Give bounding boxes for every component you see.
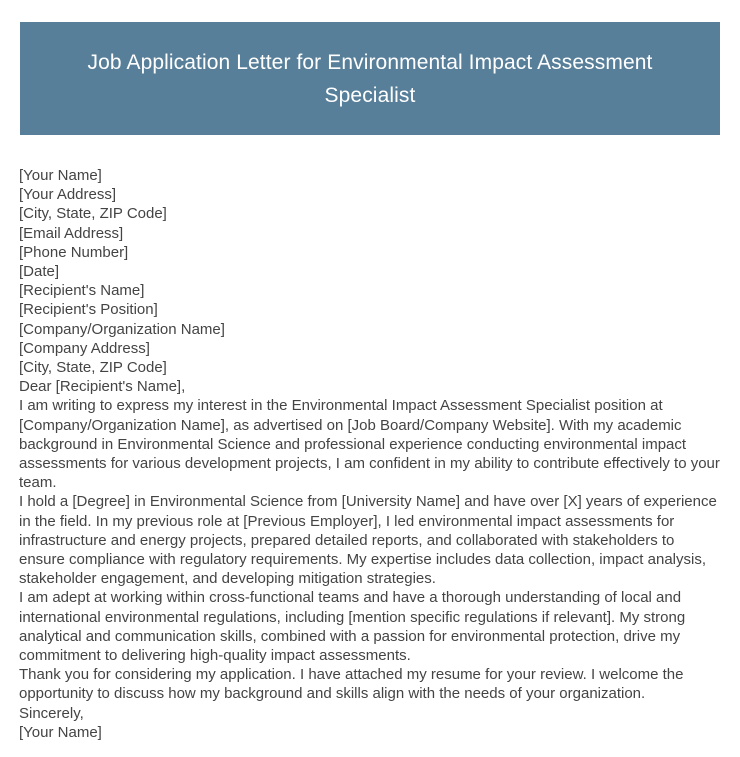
page-title: Job Application Letter for Environmental Impact Assessment Specialist bbox=[87, 50, 653, 107]
recipient-city-state-zip-line: [City, State, ZIP Code] bbox=[19, 359, 167, 377]
letter-paragraph-3: I am adept at working within cross-functional teams and have a thorough understanding of local and international environmental regulations, including [mention specific regulations if relevant]. My strong analytical and communication skills, combined with a passion for environmental protection, drive my commitment to delivering high-quality impact assessments. bbox=[19, 589, 686, 665]
sender-address-line: [Your Address] bbox=[19, 186, 117, 204]
letter-body bbox=[19, 166, 724, 742]
sender-name-line: [Your Name] bbox=[19, 167, 102, 184]
letter-paragraph-2: I hold a [Degree] in Environmental Science from [University Name] and have over [X] years of experience in the field. In my previous role at [Previous Employer], I led environmental impact assessments for infrastructure and energy projects, prepared detailed reports, and collaborated with stakeholders to ensure compliance with regulatory requirements. My expertise includes data collection, impact analysis, stakeholder engagement, and developing mitigation strategies. bbox=[19, 493, 717, 588]
signature-line: [Your Name] bbox=[19, 723, 102, 741]
sender-city-state-zip-line: [City, State, ZIP Code] bbox=[19, 205, 167, 223]
recipient-address-line: [Company Address] bbox=[19, 339, 150, 357]
salutation-line: Dear [Recipient's Name], bbox=[19, 378, 186, 396]
letter-paragraph-1: I am writing to express my interest in the Environmental Impact Assessment Specialist position at [Company/Organization Name], as advertised on [Job Board/Company Website]. With my academic background in Environmental Science and professional experience conducting environmental impact assessments for various development projects, I am confident in my ability to contribute effectively to your team. bbox=[19, 397, 720, 492]
recipient-company-line: [Company/Organization Name] bbox=[19, 320, 225, 338]
document-title-banner bbox=[20, 22, 720, 135]
date-line: [Date] bbox=[19, 263, 60, 281]
recipient-position-line: [Recipient's Position] bbox=[19, 301, 158, 319]
letter-paragraph-4: Thank you for considering my application. I have attached my resume for your review. I welcome the opportunity to discuss how my background and skills align with the needs of your organization. bbox=[19, 666, 684, 703]
recipient-name-line: [Recipient's Name] bbox=[19, 282, 145, 300]
closing-line: Sincerely, bbox=[19, 704, 84, 722]
sender-email-line: [Email Address] bbox=[19, 224, 124, 242]
sender-phone-line: [Phone Number] bbox=[19, 243, 129, 261]
